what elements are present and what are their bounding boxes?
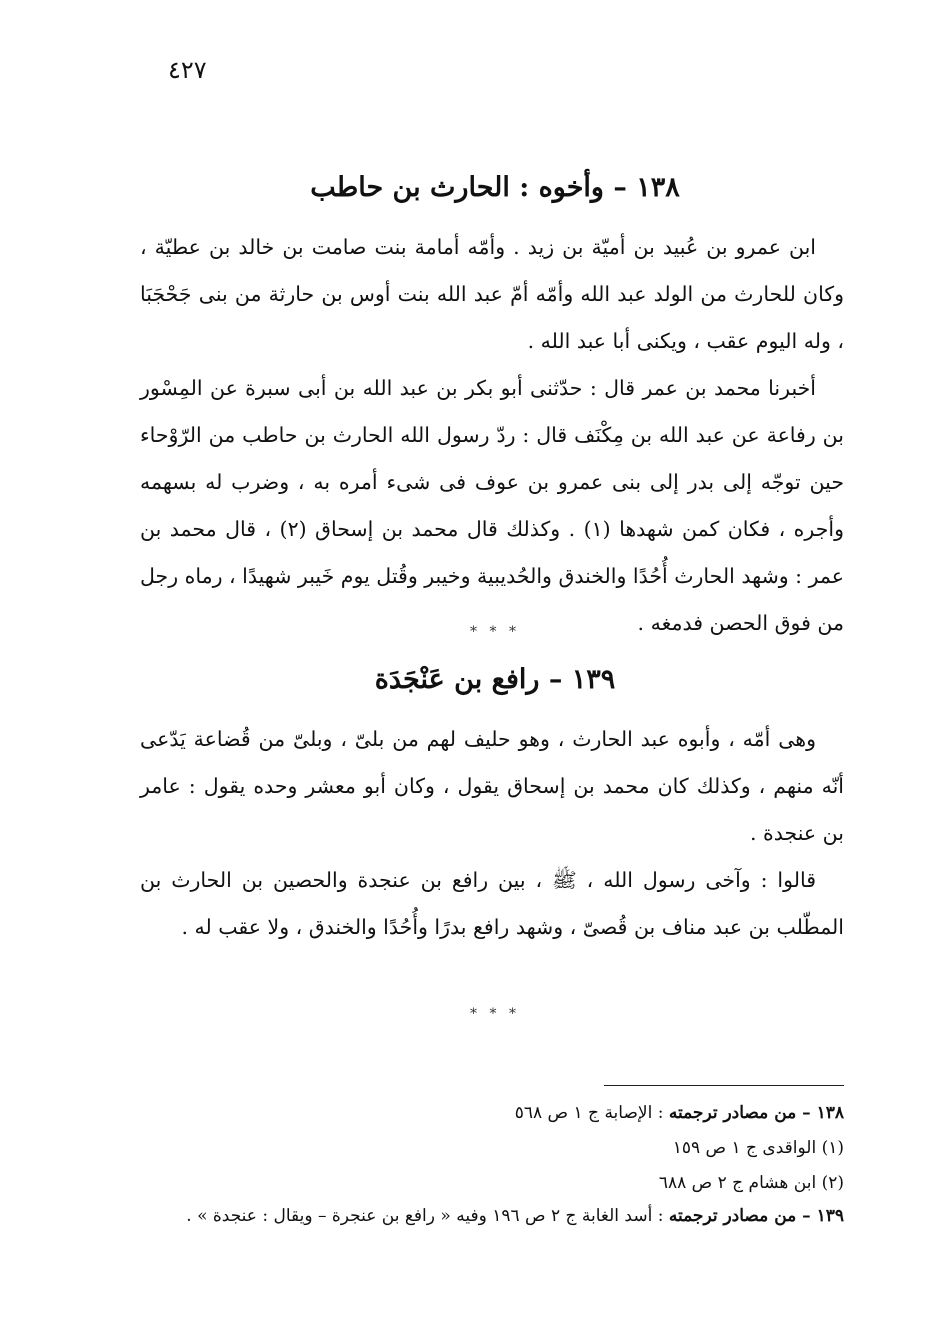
paragraph: قالوا : وآخى رسول الله ، ﷺ ، بين رافع بن عنجدة والحصين بن الحارث بن المطّلب بن عبد مناف بن قُصىّ ، وشهد رافع بدرًا وأُحُدًا والخندق ، ولا عقب له . xyxy=(140,868,844,939)
section-body-139 xyxy=(140,716,844,951)
footnote-note-2: (٢) ابن هشام ج ٢ ص ٦٨٨ xyxy=(658,1173,844,1193)
footnote-text: : الإصابة ج ١ ص ٥٦٨ xyxy=(514,1103,664,1123)
paragraph: ابن عمرو بن عُبيد بن أميّة بن زيد . وأمّه أمامة بنت صامت بن خالد بن عطيّة ، وكان للحارث من الولد عبد الله وأمّه أمّ عبد الله بنت أوس بن حارثة من بنى جَحْجَبَا ، وله اليوم عقب ، ويكنى أبا عبد الله . xyxy=(140,235,844,353)
section-heading-139: ١٣٩ – رافع بن عَنْجَدَة xyxy=(374,664,616,695)
section-separator: * * * xyxy=(470,1006,520,1022)
footnote-source-138 xyxy=(140,1096,844,1131)
footnote-divider xyxy=(604,1085,844,1086)
section-separator: * * * xyxy=(470,624,520,640)
paragraph: أخبرنا محمد بن عمر قال : حدّثنى أبو بكر بن عبد الله بن أبى سبرة عن المِسْور بن رفاعة عن عبد الله بن مِكْنَف قال : ردّ رسول الله الحارث بن حاطب من الرّوْحاء حين توجّه إلى بدر إلى بنى عمرو بن عوف فى شىء أمره به ، وضرب له بسهمه وأجره ، فكان كمن شهدها (١) . وكذلك قال محمد بن إسحاق (٢) ، قال محمد بن عمر : وشهد الحارث أُحُدًا والخندق والحُديبية وخيبر وقُتل يوم خَيبر شهيدًا ، رماه رجل من فوق الحصن فدمغه . xyxy=(140,376,844,635)
footnote-note-1: (١) الواقدى ج ١ ص ١٥٩ xyxy=(672,1138,844,1158)
page-number: ٤٢٧ xyxy=(168,56,207,84)
paragraph: وهى أمّه ، وأبوه عبد الحارث ، وهو حليف لهم من بلىّ ، وبلىّ من قُضاعة يَدّعى أنّه منهم ، وكذلك كان محمد بن إسحاق يقول ، وكان أبو معشر وحده يقول : عامر بن عنجدة . xyxy=(140,727,844,845)
footnote-text: : أسد الغابة ج ٢ ص ١٩٦ وفيه « رافع بن عنجرة – ويقال : عنجدة » . xyxy=(186,1206,664,1226)
footnote-label: ١٣٩ – من مصادر ترجمته xyxy=(668,1206,844,1226)
section-body-138 xyxy=(140,224,844,647)
footnotes xyxy=(140,1096,844,1232)
footnote-source-139 xyxy=(140,1201,844,1232)
footnote-label: ١٣٨ – من مصادر ترجمته xyxy=(668,1103,844,1123)
section-heading-138: ١٣٨ – وأخوه : الحارث بن حاطب xyxy=(310,172,680,203)
